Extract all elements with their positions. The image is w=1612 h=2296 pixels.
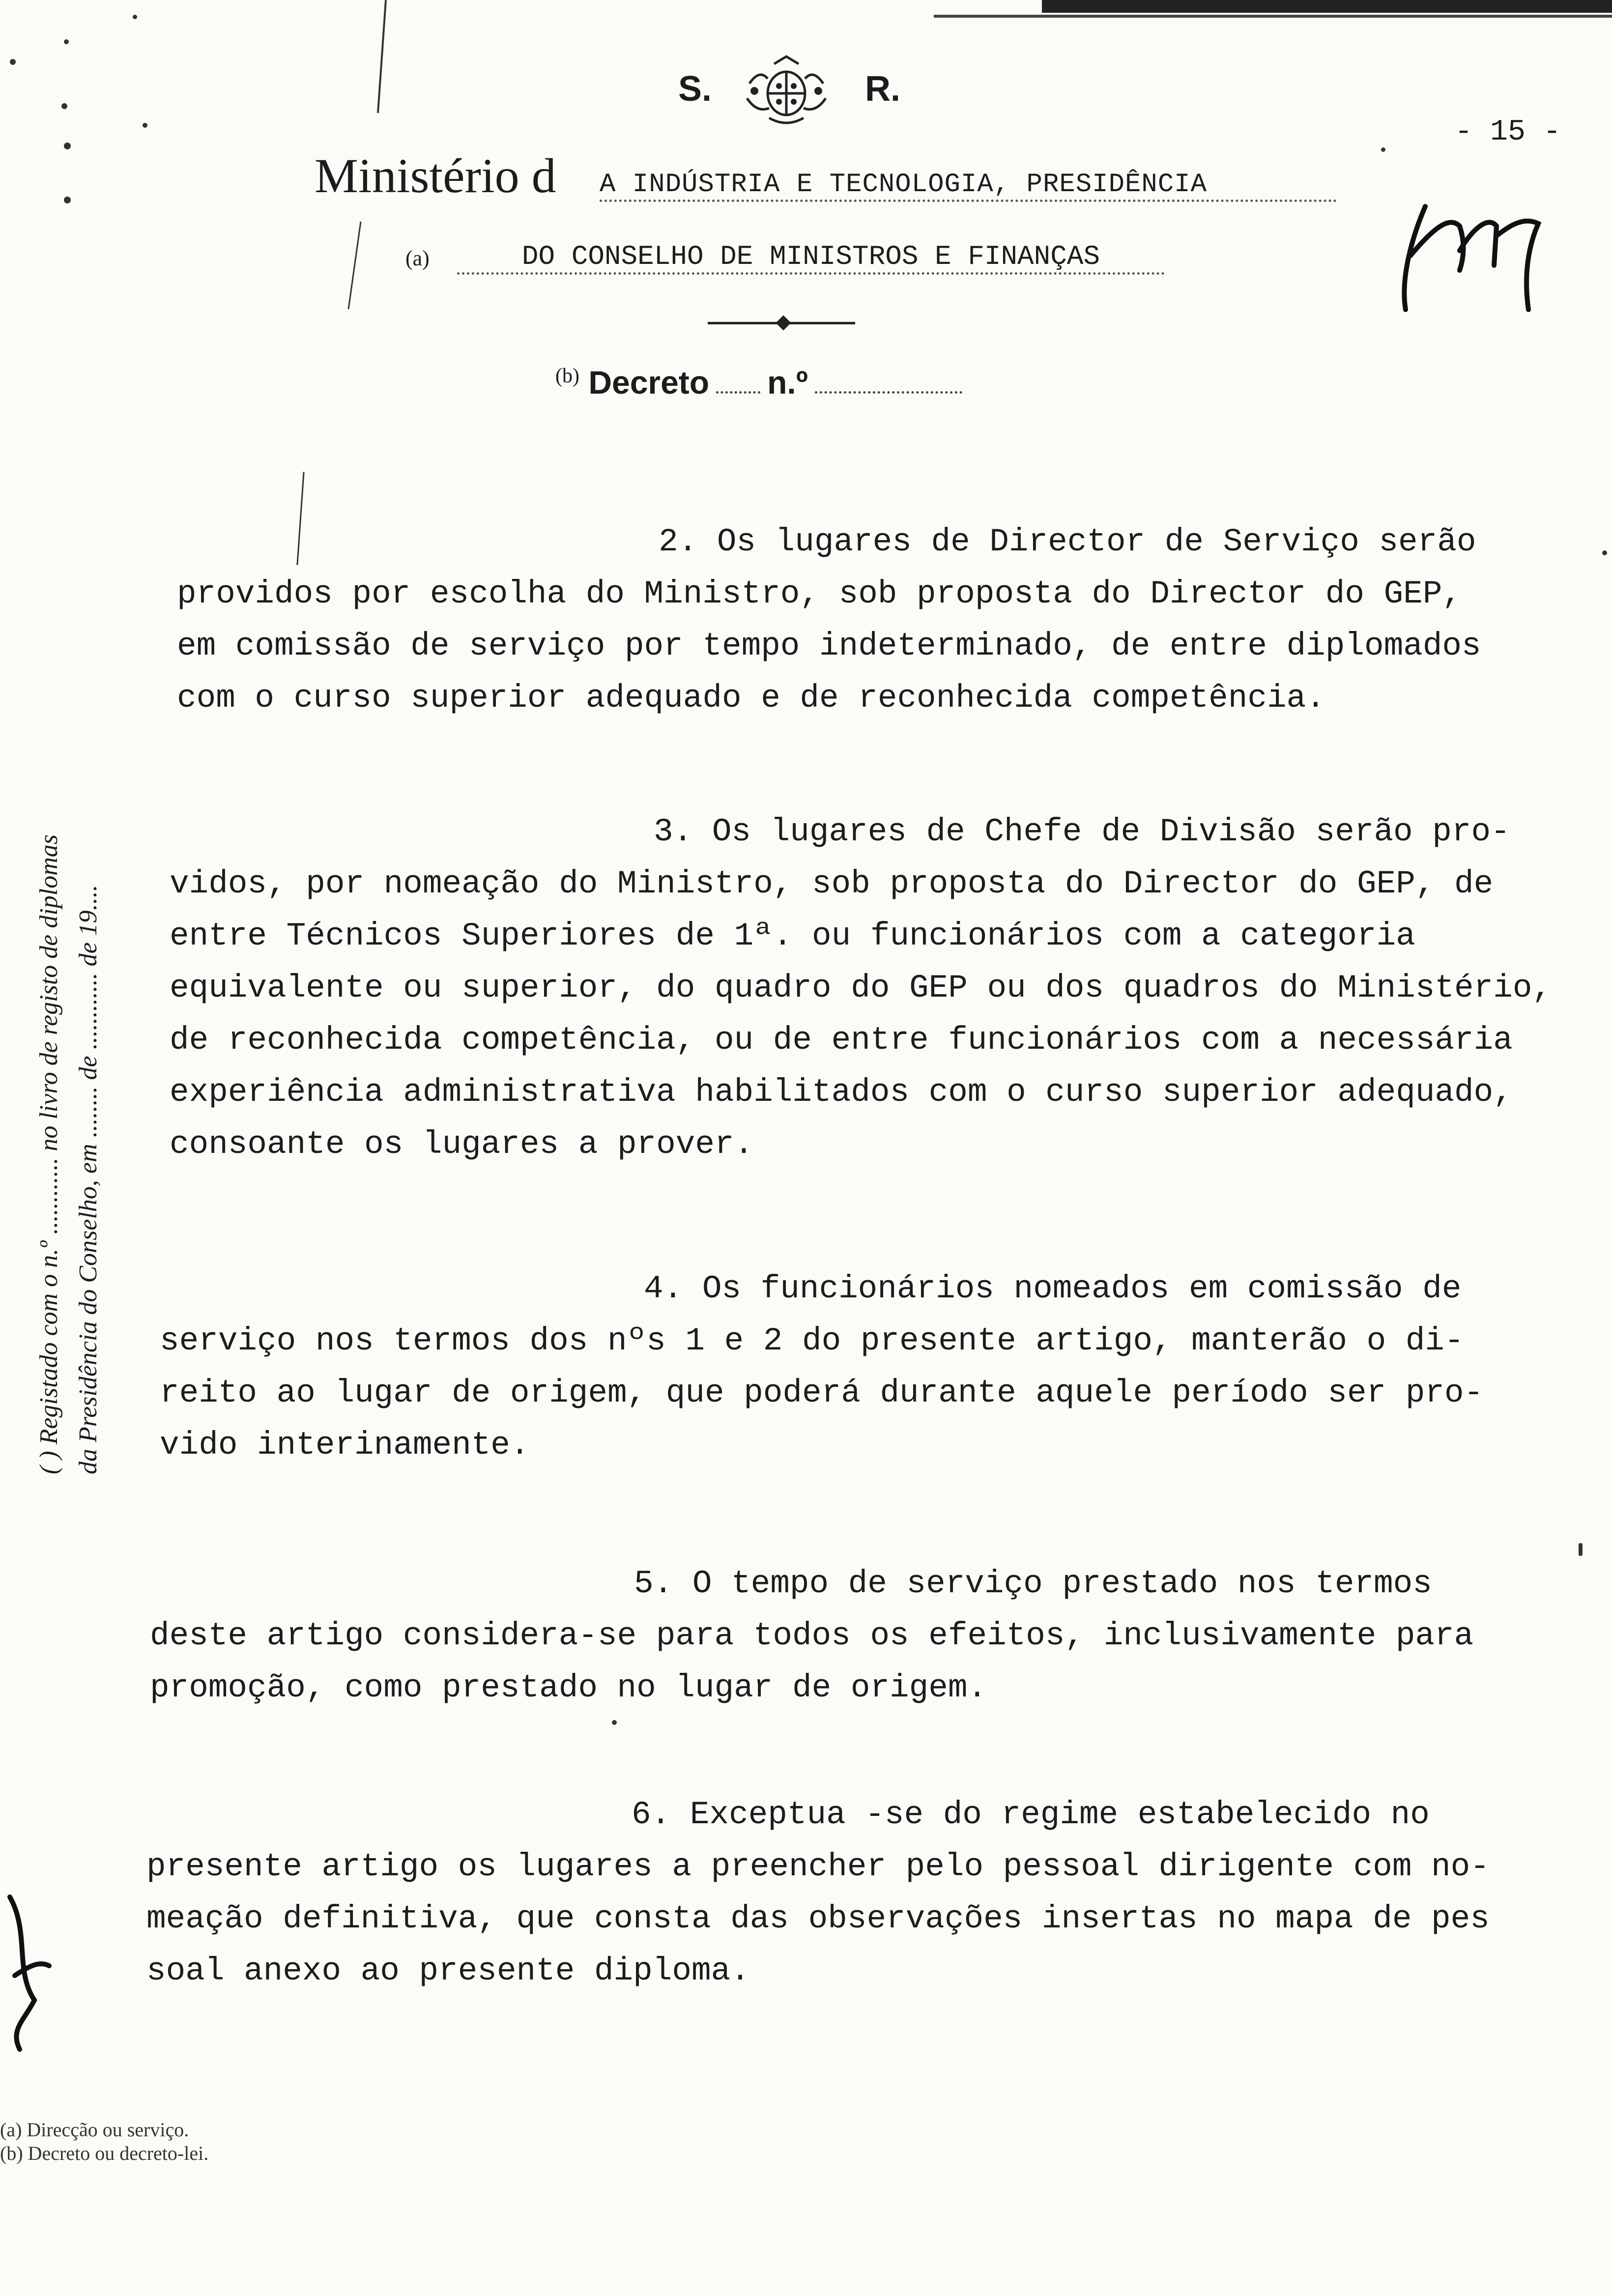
paragraph-6-line-1: 6. Exceptua -se do regime estabelecido no	[632, 1796, 1430, 1833]
ministry-name-text: A INDÚSTRIA E TECNOLOGIA, PRESIDÊNCIA	[600, 170, 1207, 200]
paragraph-3-line-6: experiência administrativa habilitados com o curso superior adequado,	[170, 1074, 1513, 1111]
scan-speck	[10, 59, 16, 65]
paragraph-3-line-7: consoante os lugares a prover.	[170, 1126, 754, 1163]
page-number: - 15 -	[1455, 115, 1561, 149]
coat-of-arms-seal	[740, 54, 833, 128]
paragraph-3-line-4: equivalente ou superior, do quadro do GEP ou dos quadros do Ministério,	[170, 970, 1552, 1006]
paragraph-4-line-2: serviço nos termos dos nºs 1 e 2 do presente artigo, manterão o di-	[160, 1322, 1464, 1359]
scan-speck	[133, 15, 137, 19]
paragraph-6-line-3: meação definitiva, que consta das observações insertas no mapa de pes	[146, 1900, 1490, 1937]
ministry-name-line1	[600, 170, 1337, 202]
scan-speck	[1579, 1543, 1583, 1556]
decree-label: Decreto	[588, 364, 710, 401]
paragraph-4-line-3: reito ao lugar de origem, que poderá durante aquele período ser pro-	[160, 1375, 1484, 1411]
decree-number-blank	[815, 391, 962, 394]
paragraph-6-line-2: presente artigo os lugares a preencher pelo pessoal dirigente com no-	[146, 1848, 1490, 1885]
paragraph-4-line-4: vido interinamente.	[160, 1427, 530, 1464]
top-border-rule-thin	[934, 15, 1612, 18]
paragraph-2-line-2: providos por escolha do Ministro, sob proposta do Director do GEP,	[177, 575, 1462, 612]
footnote-a: (a) Direcção ou serviço.	[0, 2119, 189, 2141]
paragraph-4-line-1: 4. Os funcionários nomeados em comissão de	[644, 1270, 1462, 1307]
paragraph-3-line-2: vidos, por nomeação do Ministro, sob proposta do Director do GEP, de	[170, 865, 1494, 902]
handwritten-initials	[1391, 197, 1553, 324]
paragraph-3-line-1: 3. Os lugares de Chefe de Divisão serão pro-	[654, 813, 1510, 850]
footnote-marker-b: (b)	[555, 365, 579, 387]
scan-speck	[61, 103, 67, 109]
scan-vertical-line	[377, 0, 387, 113]
header-letter-s: S.	[678, 69, 712, 109]
paragraph-3-line-5: de reconhecida competência, ou de entre funcionários com a necessária	[170, 1022, 1513, 1059]
top-border-rule	[1042, 0, 1612, 13]
paragraph-3-line-3: entre Técnicos Superiores de 1ª. ou funcionários com a categoria	[170, 918, 1415, 954]
decree-number-label: n.º	[767, 364, 808, 401]
margin-registration-line-2: da Presidência do Conselho, em ........ de ............ de 19....	[74, 885, 102, 1474]
paragraph-5-line-1: 5. O tempo de serviço prestado nos termos	[634, 1565, 1432, 1602]
margin-signature	[0, 1892, 54, 2054]
decree-line	[555, 364, 962, 401]
header-letter-r: R.	[865, 69, 900, 109]
scan-speck	[1602, 550, 1607, 555]
scan-speck	[64, 197, 71, 203]
paragraph-5-line-3: promoção, como prestado no lugar de origem.	[150, 1669, 987, 1706]
paragraph-2-line-1: 2. Os lugares de Director de Serviço serão	[659, 523, 1476, 560]
decree-date-blank	[716, 391, 760, 394]
scan-speck	[1381, 147, 1385, 152]
paragraph-2-line-3: em comissão de serviço por tempo indeterminado, de entre diplomados	[177, 628, 1481, 664]
ministry-name-line2-text: DO CONSELHO DE MINISTROS E FINANÇAS	[521, 241, 1100, 272]
paragraph-5-line-2: deste artigo considera-se para todos os efeitos, inclusivamente para	[150, 1617, 1474, 1654]
scan-speck	[64, 143, 71, 149]
ministry-title: Ministério d	[315, 148, 556, 203]
margin-registration-line-1: ( ) Registado com o n.º ............ no livro de registo de diplomas	[35, 834, 63, 1474]
footnote-b: (b) Decreto ou decreto-lei.	[0, 2142, 209, 2164]
scan-speck	[612, 1720, 617, 1725]
divider-diamond	[776, 315, 791, 330]
scan-speck	[64, 39, 69, 44]
paragraph-2-line-4: com o curso superior adequado e de reconhecida competência.	[177, 680, 1325, 717]
ministry-name-line2	[457, 241, 1165, 275]
scan-speck	[143, 123, 147, 128]
paragraph-6-line-4: soal anexo ao presente diploma.	[146, 1952, 750, 1989]
footnote-marker-a: (a)	[405, 246, 430, 270]
scan-vertical-line	[347, 222, 361, 310]
scan-vertical-line	[296, 472, 304, 565]
